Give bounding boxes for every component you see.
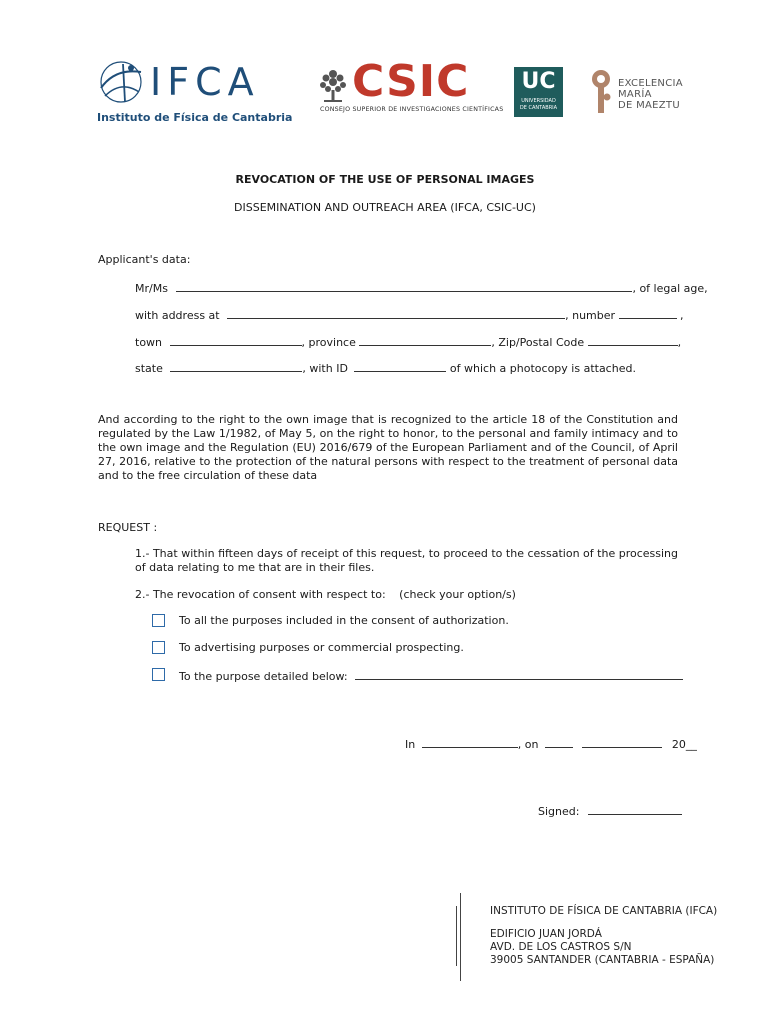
option-advertising-checkbox[interactable]: [152, 641, 165, 654]
maria-de-maeztu-text: [618, 78, 683, 111]
place-date-row: [405, 736, 697, 752]
uc-logo-subtitle-2: DE CANTABRIA: [519, 105, 558, 111]
option-detailed-purpose-label: To the purpose detailed below:: [179, 670, 348, 683]
option-advertising-label: To advertising purposes or commercial prospecting.: [179, 641, 464, 654]
request-heading: REQUEST :: [98, 521, 158, 534]
id-field[interactable]: [354, 360, 446, 372]
state-label: state: [135, 362, 163, 375]
address-field[interactable]: [227, 307, 565, 319]
detailed-purpose-field[interactable]: [355, 668, 683, 680]
address-label: with address at: [135, 309, 220, 322]
signed-row: [538, 803, 682, 819]
number-end: ,: [680, 309, 684, 322]
document-subtitle: DISSEMINATION AND OUTREACH AREA (IFCA, CSIC-UC): [234, 201, 536, 214]
request-item-2: [135, 588, 516, 602]
signature-field[interactable]: [588, 803, 682, 815]
number-label: , number: [565, 309, 616, 322]
zip-label: , Zip/Postal Code: [491, 336, 585, 349]
applicant-state-row: [135, 360, 636, 376]
uc-logo: [514, 67, 563, 117]
request-item-2-hint: (check your option/s): [399, 588, 516, 601]
address-divider-left: [456, 906, 457, 966]
legal-paragraph: And according to the right to the own image that is recognized to the article 18 of the Constitution and regulated by the Law 1/1982, of May 5, on the right to honor, to the personal and family intimacy and to the own image and the Regulation (EU) 2016/679 of the European Parliament and of the Council, of April 27, 2016, relative to the protection of the natural persons with respect to the treatment of personal data and to the free circulation of these data: [98, 413, 678, 482]
uc-logo-subtitle-1: UNIVERSIDAD: [521, 98, 556, 104]
id-label: , with ID: [302, 362, 348, 375]
place-field[interactable]: [422, 736, 518, 748]
ifca-logo-text: IFCA: [150, 60, 260, 104]
mm-line-3: DE MAEZTU: [618, 100, 680, 111]
number-field[interactable]: [619, 307, 677, 319]
mm-line-1: EXCELENCIA: [618, 78, 683, 89]
applicant-town-row: [135, 334, 681, 350]
town-field[interactable]: [170, 334, 302, 346]
option-detailed-purpose-checkbox[interactable]: [152, 668, 165, 681]
town-label: town: [135, 336, 163, 349]
ifca-logo-subtitle: Instituto de Física de Cantabria: [97, 111, 293, 124]
in-label: In: [405, 738, 416, 751]
address-divider-right: [460, 893, 461, 981]
province-field[interactable]: [359, 334, 491, 346]
request-item-2-label: 2.- The revocation of consent with respect to:: [135, 588, 386, 601]
csic-logo-text: CSIC: [352, 56, 470, 107]
document-title: REVOCATION OF THE USE OF PERSONAL IMAGES: [235, 173, 535, 186]
address-building: EDIFICIO JUAN JORDÁ: [490, 928, 602, 940]
address-city: 39005 SANTANDER (CANTABRIA - ESPAÑA): [490, 954, 715, 966]
address-institute: INSTITUTO DE FÍSICA DE CANTABRIA (IFCA): [490, 905, 718, 917]
csic-logo-subtitle: CONSEJO SUPERIOR DE INVESTIGACIONES CIENTÍFICAS: [320, 106, 504, 113]
year-field[interactable]: 20__: [671, 738, 697, 751]
csic-tree-icon: [318, 68, 348, 104]
option-all-purposes-label: To all the purposes included in the consent of authorization.: [179, 614, 509, 627]
maria-de-maeztu-icon: [588, 67, 614, 117]
province-label: , province: [301, 336, 356, 349]
applicant-name-field[interactable]: [176, 280, 632, 292]
zip-field[interactable]: [588, 334, 678, 346]
address-street: AVD. DE LOS CASTROS S/N: [490, 941, 632, 953]
request-item-1: 1.- That within fifteen days of receipt of this request, to proceed to the cessation of the processing of data relating to me that are in their files.: [135, 547, 678, 574]
applicant-heading: Applicant's data:: [98, 253, 191, 266]
day-field[interactable]: [545, 736, 573, 748]
option-all-purposes-checkbox[interactable]: [152, 614, 165, 627]
option-detailed-purpose-row: [179, 668, 683, 684]
legal-age-label: , of legal age,: [632, 282, 708, 295]
photocopy-label: of which a photocopy is attached.: [449, 362, 636, 375]
applicant-name-row: [135, 280, 708, 296]
on-label: , on: [517, 738, 539, 751]
applicant-address-row: [135, 307, 684, 323]
mrms-label: Mr/Ms: [135, 282, 168, 295]
zip-end: ,: [677, 336, 682, 349]
ifca-logo-mark: [95, 58, 147, 106]
mm-line-2: MARÍA: [618, 89, 652, 100]
month-field[interactable]: [582, 736, 662, 748]
uc-logo-text: UC: [521, 69, 556, 94]
state-field[interactable]: [170, 360, 302, 372]
signed-label: Signed:: [538, 805, 580, 818]
